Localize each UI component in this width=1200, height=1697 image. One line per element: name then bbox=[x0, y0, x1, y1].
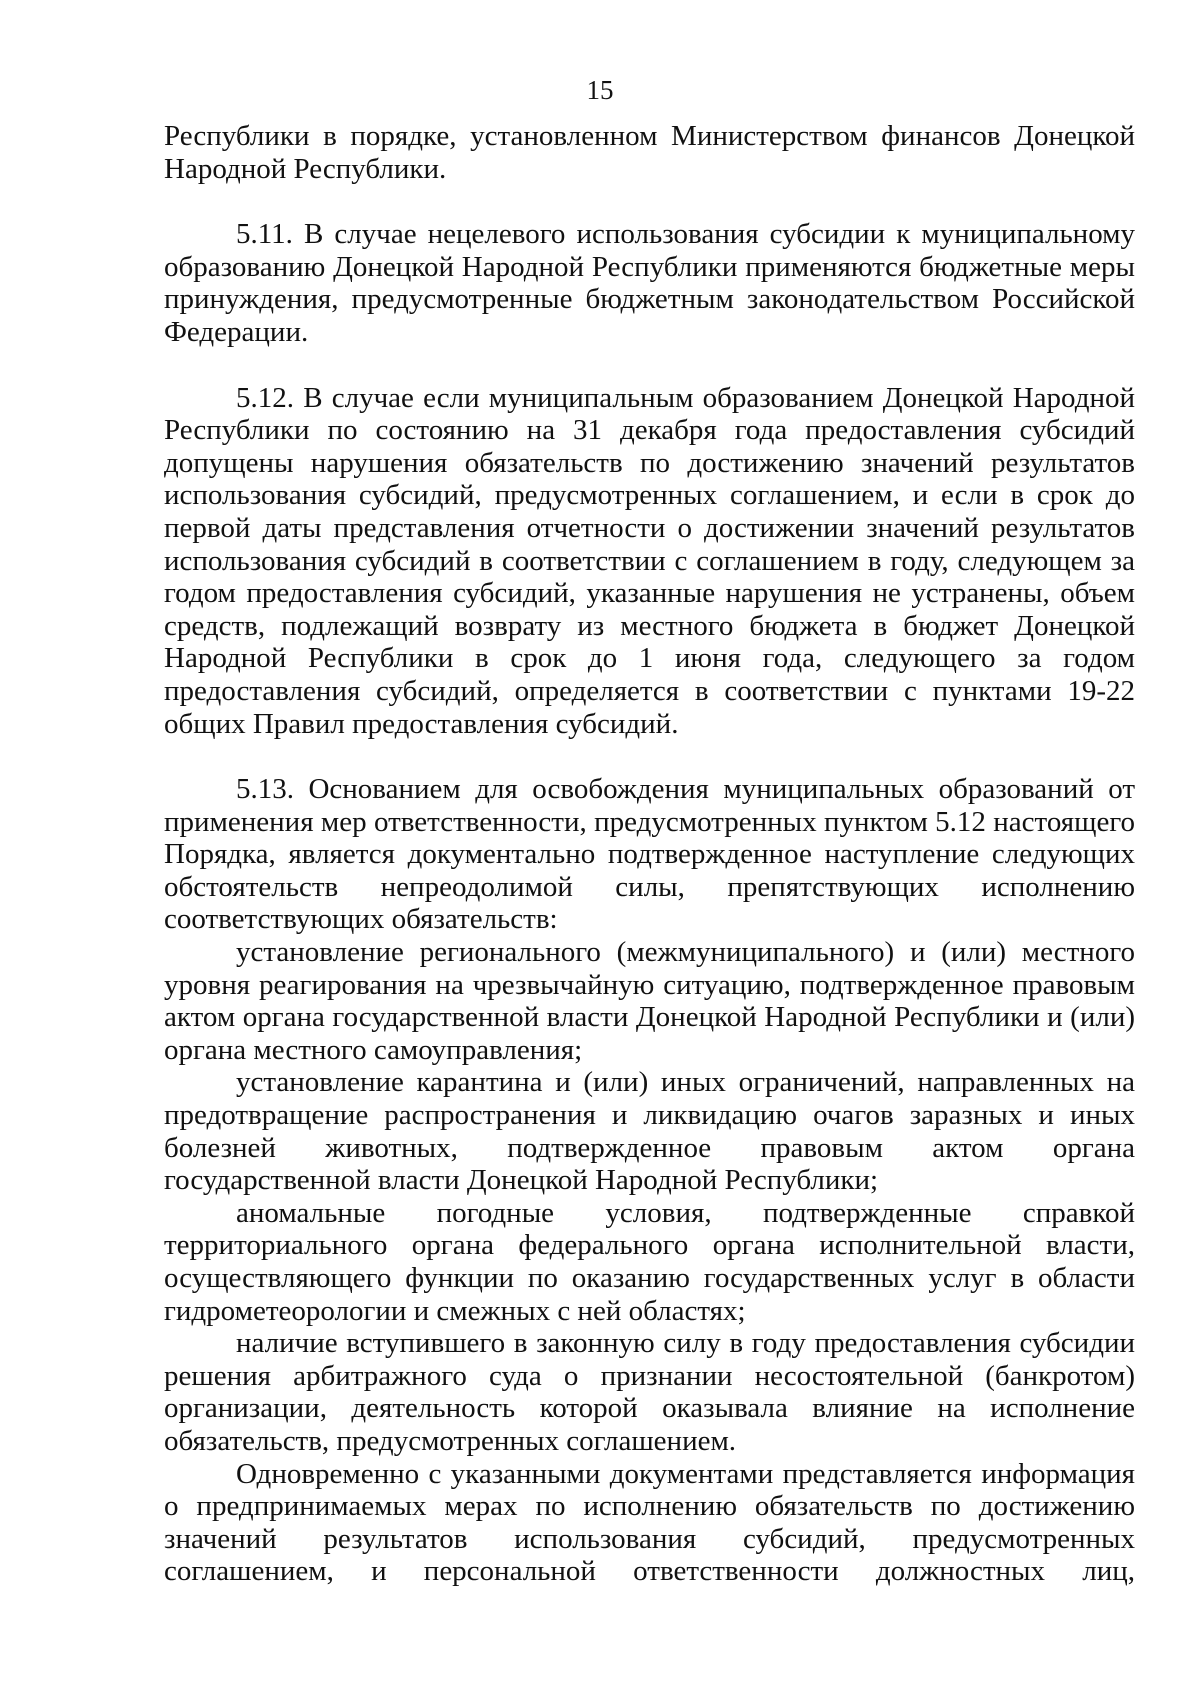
paragraph-5-13: 5.13. Основанием для освобождения муниципальных образований от применения мер ответственности, предусмотренных пунктом 5.12 настоящего Порядка, является документально подтвержденное наступление следующих обстоятельств непреодолимой силы, препятствующих исполнению соответствующих обязательств: bbox=[164, 773, 1135, 936]
paragraph-concurrent-info: Одновременно с указанными документами представляется информация о предпринимаемых мерах по исполнению обязательств по достижению значений результатов использования субсидий, предусмотренных соглашением, и персональной ответственности должностных лиц, bbox=[164, 1457, 1135, 1588]
paragraph-5-12: 5.12. В случае если муниципальным образованием Донецкой Народной Республики по состоянию на 31 декабря года предоставления субсидий допущены нарушения обязательств по достижению значений результатов использования субсидий, предусмотренных соглашением, и если в срок до первой даты представления отчетности о достижении значений результатов использования субсидий в соответствии с соглашением в году, следующем за годом предоставления субсидий, указанные нарушения не устранены, объем средств, подлежащий возврату из местного бюджета в бюджет Донецкой Народной Республики в срок до 1 июня года, следующего за годом предоставления субсидий, определяется в соответствии с пунктами 19-22 общих Правил предоставления субсидий. bbox=[164, 381, 1135, 740]
list-item-emergency: установление регионального (межмуниципального) и (или) местного уровня реагирования на чрезвычайную ситуацию, подтвержденное правовым актом органа государственной власти Донецкой Народной Республики и (или) органа местного самоуправления; bbox=[164, 936, 1135, 1066]
paragraph-continuation: Республики в порядке, установленном Министерством финансов Донецкой Народной Республики. bbox=[164, 120, 1135, 185]
paragraph-5-11: 5.11. В случае нецелевого использования субсидии к муниципальному образованию Донецкой Народной Республики применяются бюджетные меры принуждения, предусмотренные бюджетным законодательством Российской Федерации. bbox=[164, 218, 1135, 348]
page-number: 15 bbox=[586, 75, 614, 105]
list-item-bankruptcy: наличие вступившего в законную силу в году предоставления субсидии решения арбитражного суда о признании несостоятельной (банкротом) организации, деятельность которой оказывала влияние на исполнение обязательств, предусмотренных соглашением. bbox=[164, 1327, 1135, 1457]
document-body bbox=[164, 120, 1135, 1588]
list-item-weather: аномальные погодные условия, подтвержденные справкой территориального органа федерального органа исполнительной власти, осуществляющего функции по оказанию государственных услуг в области гидрометеорологии и смежных с ней областях; bbox=[164, 1196, 1135, 1327]
list-item-quarantine: установление карантина и (или) иных ограничений, направленных на предотвращение распространения и ликвидацию очагов заразных и иных болезней животных, подтвержденное правовым актом органа государственной власти Донецкой Народной Республики; bbox=[164, 1066, 1135, 1197]
